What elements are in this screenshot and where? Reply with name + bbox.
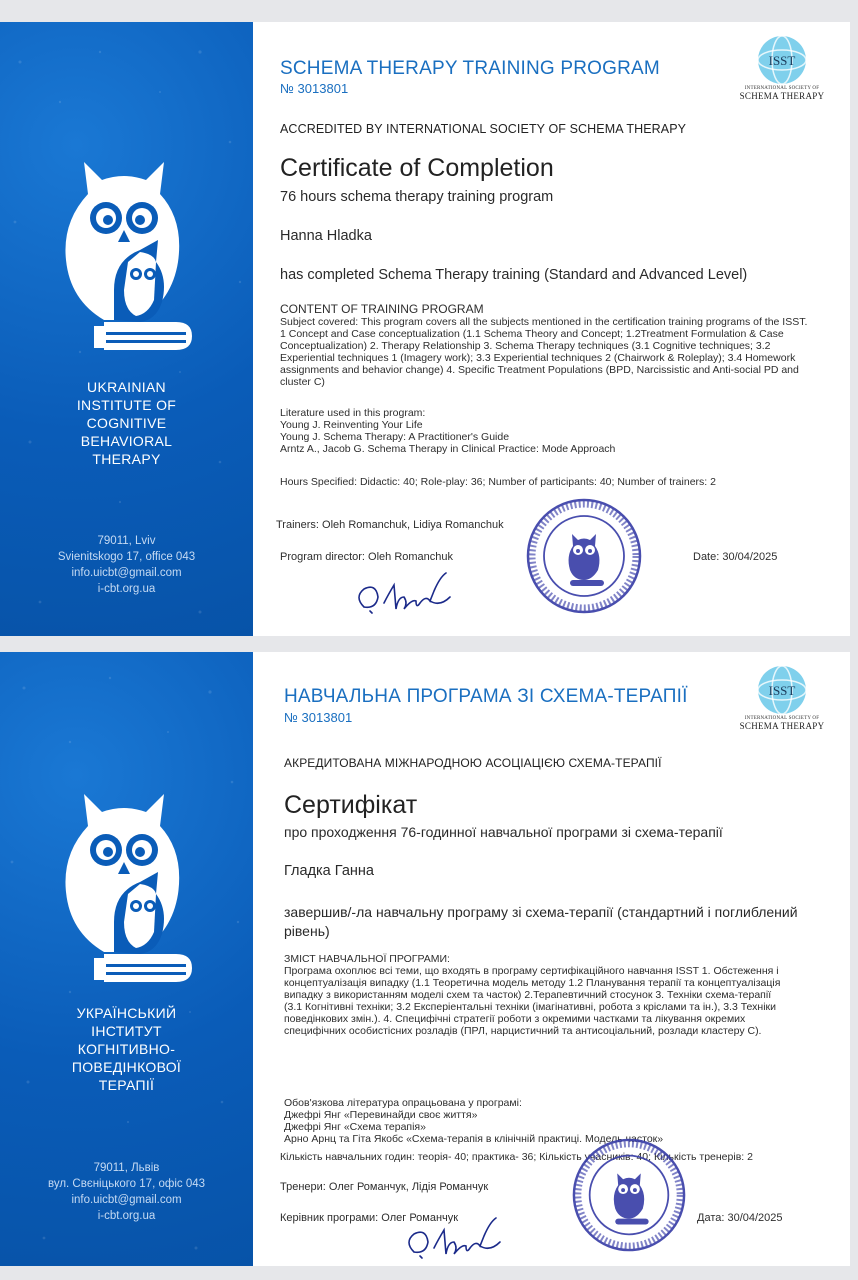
contact-website: i-cbt.org.ua [97, 1210, 156, 1222]
program-title: SCHEMA THERAPY TRAINING PROGRAM [280, 58, 660, 79]
isst-globe-icon [732, 36, 832, 86]
recipient-name: Гладка Ганна [284, 863, 374, 879]
contact-address-street: вул. Свєніцького 17, офіс 043 [47, 1178, 206, 1190]
literature-heading: Обов'язкова література опрацьована у програмі: [284, 1097, 522, 1109]
certificate-subtitle: про проходження 76-годинної навчальної програми зі схема-терапії [284, 824, 723, 840]
trainers-line: Тренери: Олег Романчук, Лідія Романчук [280, 1181, 489, 1193]
hours-specified: Кількість навчальних годин: теорія- 40; практика- 36; Кількість учасників: 40; Кількість тренерів: 2 [280, 1151, 753, 1163]
institute-name-line: УКРАЇНСЬКИЙ [76, 1005, 177, 1021]
isst-name-big: SCHEMA THERAPY [739, 721, 825, 731]
certificate-date: Дата: 30/04/2025 [697, 1212, 783, 1224]
accreditation-line: ACCREDITED BY INTERNATIONAL SOCIETY OF SCHEMA THERAPY [280, 122, 687, 136]
recipient-name: Hanna Hladka [280, 228, 372, 244]
program-director: Керівник програми: Олег Романчук [280, 1212, 459, 1224]
certificate-ukrainian [0, 652, 850, 1266]
institute-name-line: UKRAINIAN [87, 379, 166, 395]
signature-icon [400, 1212, 510, 1266]
institute-name-line: INSTITUTE OF [76, 397, 177, 413]
literature-list [284, 1097, 814, 1145]
institute-name-line: ТЕРАПІЇ [98, 1077, 155, 1093]
trainers-line: Trainers: Oleh Romanchuk, Lidiya Romanchuk [276, 519, 504, 531]
institute-contacts [0, 1160, 253, 1224]
institute-name [0, 1004, 253, 1094]
isst-abbr: ISST [768, 683, 796, 698]
literature-item: Young J. Schema Therapy: A Practitioner's Guide [280, 431, 510, 443]
institute-name [0, 378, 253, 468]
side-panel [0, 22, 253, 636]
training-content [284, 953, 784, 1037]
isst-logo [732, 666, 832, 738]
seal-stamp-icon [524, 496, 644, 616]
training-content [280, 302, 810, 388]
contact-email: info.uicbt@gmail.com [71, 1194, 182, 1206]
literature-item: Arntz A., Jacob G. Schema Therapy in Clinical Practice: Mode Approach [280, 443, 616, 455]
side-panel [0, 652, 253, 1266]
contact-address-street: Svienitskogo 17, office 043 [57, 551, 196, 563]
certificate-body [276, 22, 840, 636]
institute-name-line: THERAPY [92, 451, 161, 467]
isst-globe-icon [732, 666, 832, 716]
completion-statement: has completed Schema Therapy training (Standard and Advanced Level) [280, 267, 748, 283]
program-title: НАВЧАЛЬНА ПРОГРАМА ЗІ СХЕМА-ТЕРАПІЇ [284, 686, 688, 707]
accreditation-line: АКРЕДИТОВАНА МІЖНАРОДНОЮ АСОЦІАЦІЄЮ СХЕМА-ТЕРАПІЇ [284, 756, 662, 770]
owl-logo-icon [44, 150, 204, 360]
content-heading: CONTENT OF TRAINING PROGRAM [280, 302, 484, 316]
literature-item: Арно Арнц та Гіта Якобс «Схема-терапія в клінічній практиці. Модель часток» [284, 1133, 664, 1145]
institute-name-line: КОГНІТИВНО- [77, 1041, 176, 1057]
program-director: Program director: Oleh Romanchuk [280, 551, 454, 563]
literature-item: Джефрі Янг «Схема терапія» [284, 1121, 426, 1133]
content-heading: ЗМІСТ НАВЧАЛЬНОЇ ПРОГРАМИ: [284, 953, 450, 965]
content-text: Програма охоплює всі теми, що входять в програму сертифікаційного навчання ISST 1. Обстеження і концептуалізація випадку (1.1 Теоретична модель методу 1.2 Планування терапії та концептуалізація випадку з використанням моделі схем та часток) 2.Терапевтичний стосунок 3. Техніки схема-терапії (3.1 Когнітивні техніки; 3.2 Експеріентальні техніки (імагінативні, робота з кріслами та ін.), 3.3 Техніки поведінкових змін.). 4. Специфічні стратегії роботи з окремими частками та лікування окремих специфічних особистісних розладів (ПРЛ, нарцистичний та антисоціальний, розлади кластеру С). [284, 965, 781, 1037]
completion-statement: завершив/-ла навчальну програму зі схема-терапії (стандартний і поглиблений рівень) [284, 904, 798, 939]
literature-list [280, 407, 810, 455]
certificate-english [0, 22, 850, 636]
program-number: № 3013801 [284, 710, 353, 725]
isst-name-small: INTERNATIONAL SOCIETY OF [744, 86, 820, 91]
institute-name-line: ПОВЕДІНКОВОЇ [71, 1059, 182, 1075]
certificate-title: Certificate of Completion [280, 154, 554, 182]
isst-name-small: INTERNATIONAL SOCIETY OF [744, 716, 820, 721]
literature-item: Young J. Reinventing Your Life [280, 419, 423, 431]
institute-name-line: COGNITIVE [86, 415, 167, 431]
content-text: Subject covered: This program covers all the subjects mentioned in the certification training programs of the ISST. 1 Concept and Case conceptualization (1.1 Schema Theory and Concept; 1.2Treatment Formulation & Case Conceptualization) 2. Therapy Relationship 3. Schema Therapy techniques (3.1 Cognitive techniques; 3.2 Experiential techniques 1 (Imagery work); 3.3 Experiential techniques 2 (Chairwork & Roleplay); 3.4 Homework assignments and behavior change) 4. Specific Treatment Populations (BPD, Narcissistic and Anti-social PD and cluster C) [280, 316, 808, 388]
certificate-title: Сертифікат [284, 791, 418, 819]
isst-name-big: SCHEMA THERAPY [739, 91, 825, 101]
isst-abbr: ISST [768, 53, 796, 68]
contact-address-city: 79011, Lviv [97, 535, 156, 547]
literature-heading: Literature used in this program: [280, 407, 426, 419]
program-number: № 3013801 [280, 81, 349, 96]
isst-logo [732, 36, 832, 108]
seal-stamp-icon [570, 1136, 688, 1254]
institute-name-line: BEHAVIORAL [80, 433, 173, 449]
contact-address-city: 79011, Львів [93, 1162, 160, 1174]
contact-email: info.uicbt@gmail.com [71, 567, 182, 579]
hours-specified: Hours Specified: Didactic: 40; Role-play: 36; Number of participants: 40; Number of trainers: 2 [280, 476, 716, 488]
contact-website: i-cbt.org.ua [97, 583, 156, 595]
certificate-date: Date: 30/04/2025 [693, 551, 778, 563]
certificate-body [280, 652, 840, 1266]
signature-icon [350, 567, 460, 623]
literature-item: Джефрі Янг «Перевинайди своє життя» [284, 1109, 478, 1121]
certificate-subtitle: 76 hours schema therapy training program [280, 189, 554, 205]
institute-name-line: ІНСТИТУТ [91, 1023, 162, 1039]
owl-logo-icon [44, 782, 204, 992]
institute-contacts [0, 533, 253, 597]
